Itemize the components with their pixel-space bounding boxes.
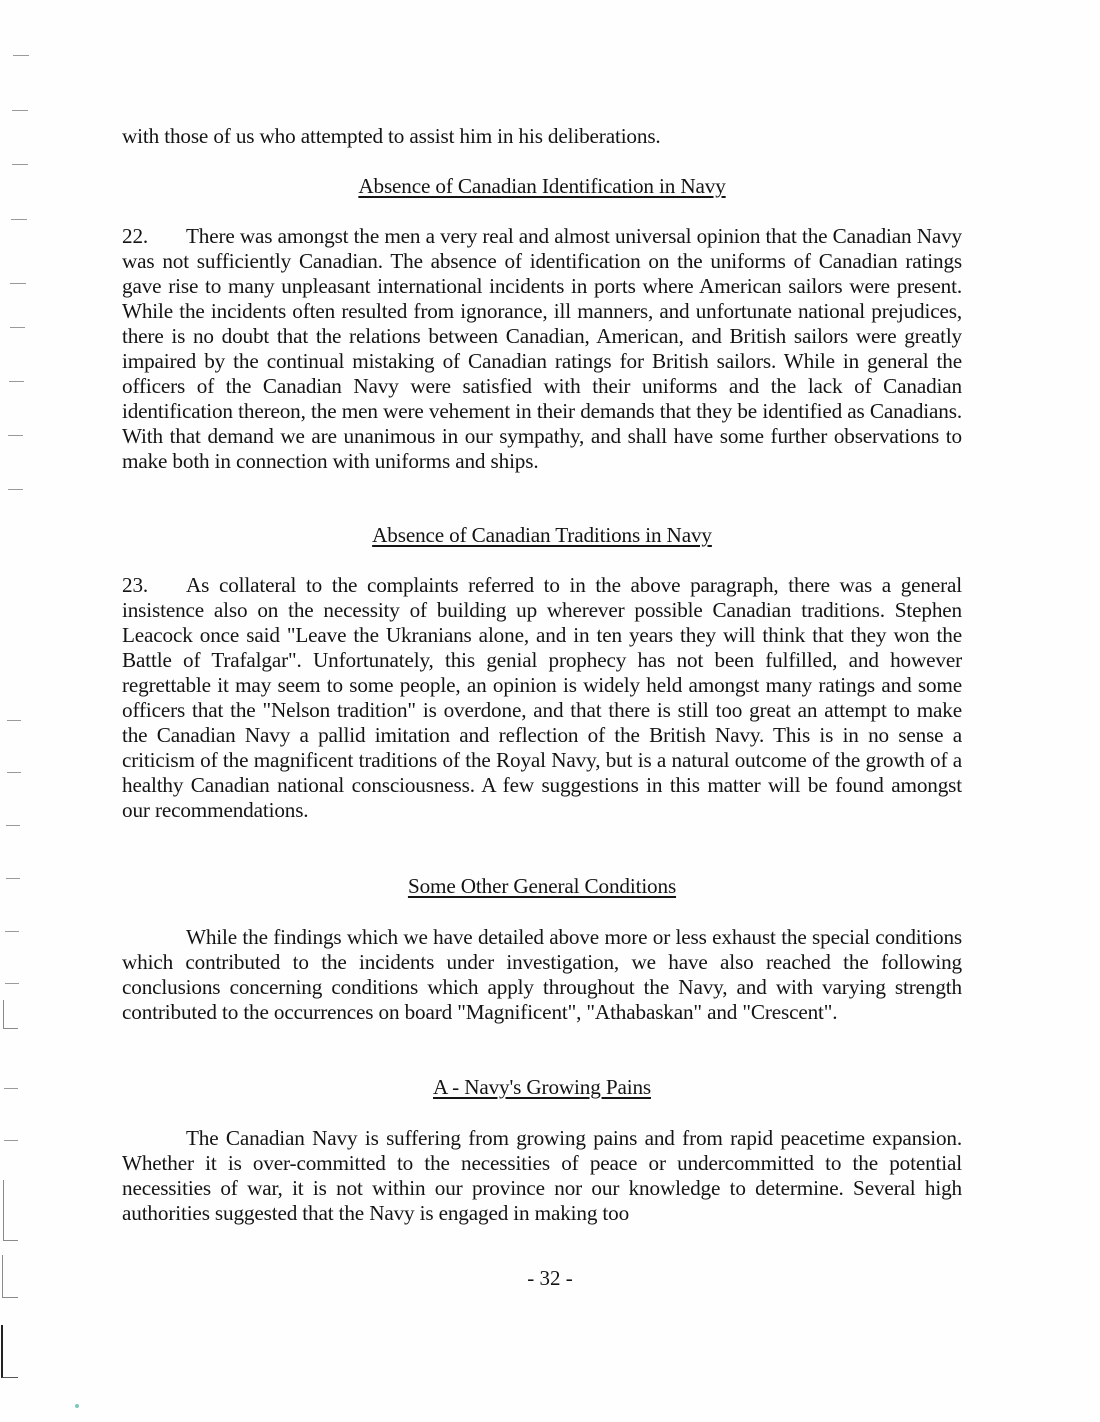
paragraph-number: 22. bbox=[122, 224, 149, 248]
section-heading bbox=[122, 523, 962, 548]
margin-bracket bbox=[1, 1325, 18, 1378]
margin-tick bbox=[13, 55, 29, 56]
margin-tick bbox=[8, 435, 23, 436]
section-heading bbox=[122, 174, 962, 199]
paragraph-growing-pains bbox=[122, 1126, 962, 1226]
section-heading-text: Absence of Canadian Traditions in Navy bbox=[372, 523, 712, 547]
margin-tick bbox=[11, 219, 27, 220]
margin-bracket bbox=[3, 1180, 18, 1241]
section-heading bbox=[122, 1075, 962, 1100]
paragraph-text: There was amongst the men a very real and almost universal opinion that the Canadian Navy was not sufficiently Canadian. The absence of identification on the uniforms of Canadian ratings gave rise to many unpleasant international incidents in ports where American sailors were present. While the incidents often resulted from ignorance, ill manners, and unfortunate national prejudices, there is no doubt that the relations between Canadian, American, and British sailors were greatly impaired by the continual mistaking of Canadian ratings for British sailors. While in general the officers of the Canadian Navy were satisfied with their uniforms and the lack of Canadian identification thereon, the men were vehement in their demands that they be identified as Canadians. With that demand we are unanimous in our sympathy, and shall have some further observations to make both in connection with uniforms and ships. bbox=[122, 224, 962, 473]
margin-tick bbox=[5, 931, 19, 932]
margin-tick bbox=[7, 772, 21, 773]
margin-bracket bbox=[3, 1000, 18, 1029]
paragraph-number: 23. bbox=[122, 573, 149, 597]
section-heading-text: Absence of Canadian Identification in Navy bbox=[358, 174, 726, 198]
paragraph-text: As collateral to the complaints referred to in the above paragraph, there was a general insistence also on the necessity of building up wherever possible Canadian traditions. Stephen Leacock once said "Leave the Ukranians alone, and in ten years they will think that they won the Battle of Trafalgar". Unfortunately, this genial prophecy has not been fulfilled, and however regrettable it may seem to some people, an opinion is widely held amongst many ratings and some officers that the "Nelson tradition" is overdone, and that there is still too great an attempt to make the Canadian Navy a pallid imitation and reflection of the British Navy. This is in no sense a criticism of the magnificent traditions of the Royal Navy, but is a natural outcome of the growth of a healthy Canadian national consciousness. A few suggestions in this matter will be found amongst our recommendations. bbox=[122, 573, 962, 822]
margin-tick bbox=[7, 720, 21, 721]
page-number: - 32 - bbox=[527, 1266, 573, 1290]
margin-tick bbox=[8, 489, 23, 490]
margin-tick bbox=[9, 381, 24, 382]
margin-tick bbox=[6, 878, 20, 879]
paragraph-23 bbox=[122, 573, 962, 823]
paragraph-text: While the findings which we have detailed above more or less exhaust the special conditions which contributed to the incidents under investigation, we have also reached the following conclusions concerning conditions which apply throughout the Navy, and with varying strength contributed to the occurrences on board "Magnificent", "Athabaskan" and "Crescent". bbox=[122, 925, 962, 1024]
margin-tick bbox=[4, 1088, 18, 1089]
margin-tick bbox=[5, 983, 19, 984]
section-heading bbox=[122, 874, 962, 899]
margin-tick bbox=[6, 825, 20, 826]
section-heading-text: Some Other General Conditions bbox=[407, 874, 677, 898]
margin-tick bbox=[4, 1140, 18, 1141]
margin-tick bbox=[10, 327, 25, 328]
paragraph-22 bbox=[122, 224, 962, 474]
section-heading-text: A - Navy's Growing Pains bbox=[433, 1075, 651, 1099]
margin-tick bbox=[12, 110, 28, 111]
opening-line-text: with those of us who attempted to assist him in his deliberations. bbox=[122, 124, 661, 148]
scan-speck bbox=[75, 1404, 79, 1408]
paragraph-text: The Canadian Navy is suffering from growing pains and from rapid peacetime expansion. Whether it is over-committed to the necessities of peace or undercommitted to the potential necessities of war, it is not within our province nor our knowledge to determine. Several high authorities suggested that the Navy is engaged in making too bbox=[122, 1126, 962, 1225]
margin-tick bbox=[12, 164, 28, 165]
margin-tick bbox=[10, 283, 26, 284]
paragraph-general-conditions bbox=[122, 925, 962, 1025]
opening-line bbox=[122, 124, 962, 149]
